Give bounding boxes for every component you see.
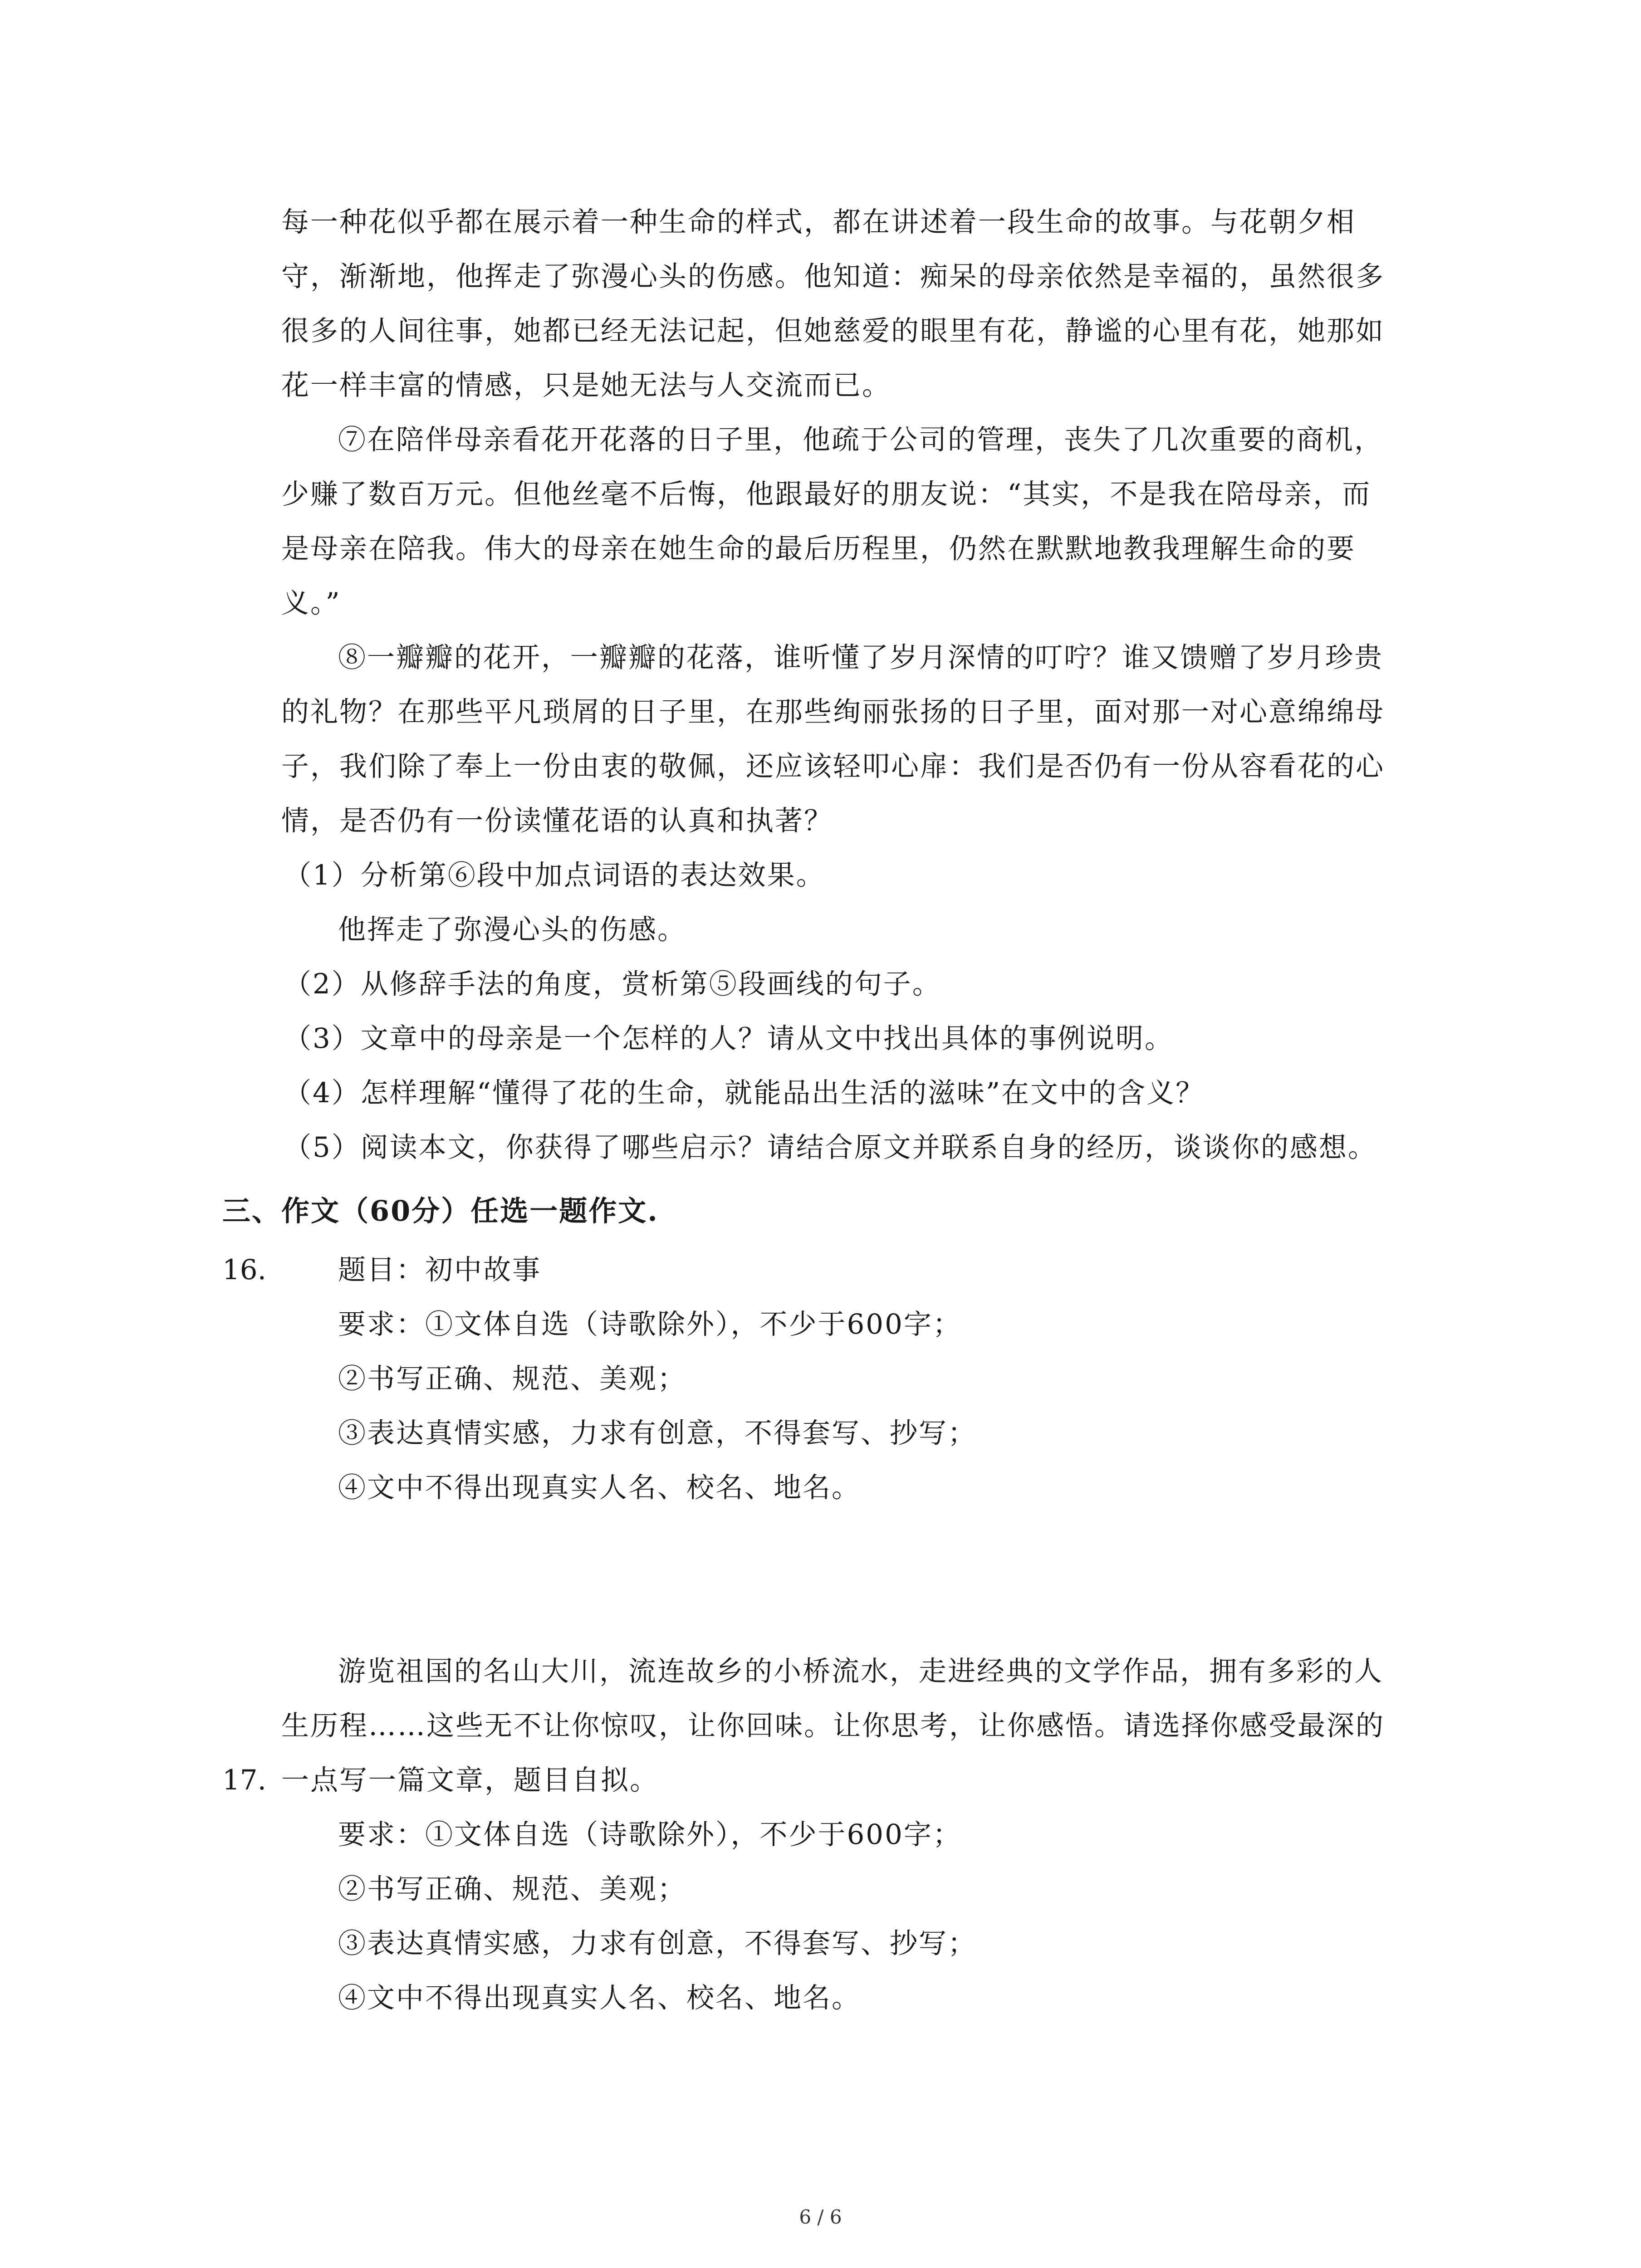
question-1-quote: 他挥走了弥漫心头的伤感。 bbox=[338, 914, 687, 946]
question-5: （5）阅读本文，你获得了哪些启示？请结合原文并联系自身的经历，谈谈你的感想。 bbox=[284, 1131, 1377, 1163]
question-3: （3）文章中的母亲是一个怎样的人？请从文中找出具体的事例说明。 bbox=[284, 1022, 1174, 1055]
question-16-title: 题目：初中故事 bbox=[338, 1254, 542, 1286]
question-17-requirement: ②书写正确、规范、美观； bbox=[338, 1873, 687, 1905]
passage-paragraph-7: ⑦在陪伴母亲看花开花落的日子里，他疏于公司的管理，丧失了几次重要的商机， bbox=[338, 424, 1384, 456]
question-17-prompt: 游览祖国的名山大川，流连故乡的小桥流水，走进经典的文学作品，拥有多彩的人 bbox=[338, 1655, 1384, 1687]
question-4: （4）怎样理解“懂得了花的生命，就能品出生活的滋味”在文中的含义？ bbox=[284, 1077, 1205, 1109]
question-16-number: 16. bbox=[222, 1254, 267, 1286]
question-1: （1）分析第⑥段中加点词语的表达效果。 bbox=[284, 859, 825, 891]
passage-line: 是母亲在陪我。伟大的母亲在她生命的最后历程里，仍然在默默地教我理解生命的要 bbox=[281, 533, 1356, 565]
passage-line: 很多的人间往事，她都已经无法记起，但她慈爱的眼里有花，静谧的心里有花，她那如 bbox=[281, 315, 1385, 347]
passage-line: 守，渐渐地，他挥走了弥漫心头的伤感。他知道：痴呆的母亲依然是幸福的，虽然很多 bbox=[281, 260, 1385, 293]
question-17-prompt: 生历程……这些无不让你惊叹，让你回味。让你思考，让你感悟。请选择你感受最深的 bbox=[281, 1710, 1385, 1742]
passage-line: 每一种花似乎都在展示着一种生命的样式，都在讲述着一段生命的故事。与花朝夕相 bbox=[281, 206, 1356, 238]
question-17-prompt: 一点写一篇文章，题目自拟。 bbox=[281, 1764, 659, 1796]
question-16-requirement: 要求：①文体自选（诗歌除外），不少于600字； bbox=[338, 1308, 962, 1340]
passage-line: 花一样丰富的情感，只是她无法与人交流而已。 bbox=[281, 369, 892, 401]
passage-line: 义。” bbox=[281, 587, 341, 619]
passage-line: 的礼物？在那些平凡琐屑的日子里，在那些绚丽张扬的日子里，面对那一对心意绵绵母 bbox=[281, 696, 1385, 728]
passage-line: 子，我们除了奉上一份由衷的敬佩，还应该轻叩心扉：我们是否仍有一份从容看花的心 bbox=[281, 750, 1385, 782]
question-2: （2）从修辞手法的角度，赏析第⑤段画线的句子。 bbox=[284, 968, 941, 1000]
question-17-number: 17. bbox=[222, 1764, 267, 1796]
question-17-requirement: ④文中不得出现真实人名、校名、地名。 bbox=[338, 1982, 861, 2014]
passage-line: 少赚了数百万元。但他丝毫不后悔，他跟最好的朋友说：“其实，不是我在陪母亲，而 bbox=[281, 478, 1372, 510]
question-17-requirement: ③表达真情实感，力求有创意，不得套写、抄写； bbox=[338, 1927, 977, 1960]
page-number: 6 / 6 bbox=[799, 2206, 842, 2228]
section-heading: 三、作文（60分）任选一题作文. bbox=[222, 1194, 659, 1227]
passage-line: 情，是否仍有一份读懂花语的认真和执著？ bbox=[281, 805, 833, 837]
question-16-requirement: ②书写正确、规范、美观； bbox=[338, 1363, 687, 1395]
passage-paragraph-8: ⑧一瓣瓣的花开，一瓣瓣的花落，谁听懂了岁月深情的叮咛？谁又馈赠了岁月珍贵 bbox=[338, 641, 1384, 674]
question-16-requirement: ④文中不得出现真实人名、校名、地名。 bbox=[338, 1471, 861, 1504]
question-16-requirement: ③表达真情实感，力求有创意，不得套写、抄写； bbox=[338, 1417, 977, 1449]
question-17-requirement: 要求：①文体自选（诗歌除外），不少于600字； bbox=[338, 1818, 962, 1851]
